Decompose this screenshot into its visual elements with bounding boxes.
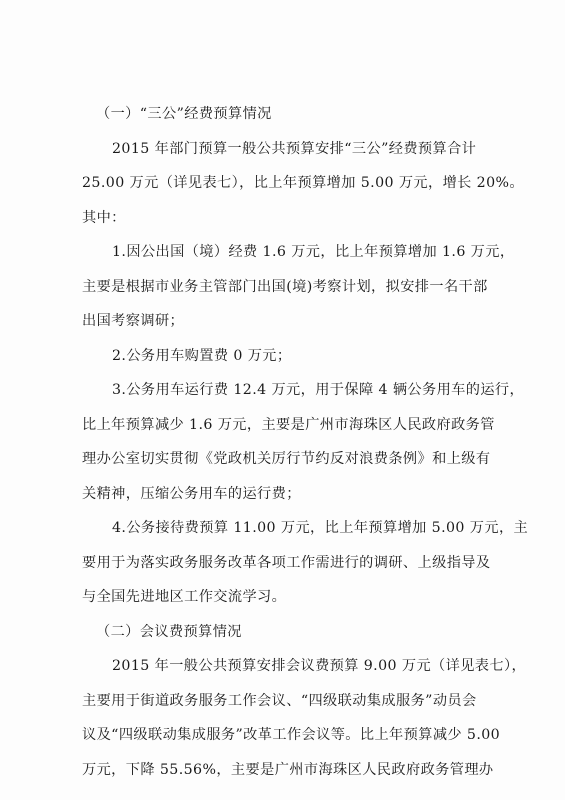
paragraph-line: 万元，下降 55.56%，主要是广州市海珠区人民政府政务管理办: [82, 762, 494, 778]
paragraph-line: 出国考察调研；: [82, 313, 185, 329]
paragraph-line: 关精神，压缩公务用车的运行费；: [82, 486, 301, 502]
paragraph-line: 议及“四级联动集成服务”改革工作会议等。比上年预算减少 5.00: [82, 727, 501, 743]
paragraph-line: 2.公务用车购置费 0 万元；: [112, 348, 292, 364]
section-heading-meeting: （二）会议费预算情况: [96, 624, 242, 640]
paragraph-line: 比上年预算减少 1.6 万元，主要是广州市海珠区人民政府政务管: [82, 417, 495, 433]
paragraph-line: 25.00 万元（详见表七），比上年预算增加 5.00 万元，增长 20%。: [82, 175, 525, 191]
paragraph-line: 3.公务用车运行费 12.4 万元，用于保障 4 辆公务用车的运行，: [112, 382, 525, 398]
paragraph-line: 理办公室切实贯彻《党政机关厉行节约反对浪费条例》和上级有: [82, 451, 491, 467]
paragraph-line: 其中：: [82, 210, 126, 226]
paragraph-line: 与全国先进地区工作交流学习。: [82, 589, 287, 605]
paragraph-line: 要用于为落实政务服务改革各项工作需进行的调研、上级指导及: [82, 555, 491, 571]
paragraph-line: 4.公务接待费预算 11.00 万元，比上年预算增加 5.00 万元，主: [112, 520, 529, 536]
paragraph-line: 主要用于街道政务服务工作会议、“四级联动集成服务”动员会: [82, 693, 477, 709]
paragraph-line: 2015 年一般公共预算安排会议费预算 9.00 万元（详见表七），: [112, 658, 527, 674]
paragraph-line: 主要是根据市业务主管部门出国(境)考察计划，拟安排一名干部: [82, 279, 488, 295]
paragraph-line: 1.因公出国（境）经费 1.6 万元，比上年预算增加 1.6 万元，: [112, 244, 515, 260]
paragraph-line: 2015 年部门预算一般公共预算安排“三公”经费预算合计: [112, 141, 477, 157]
section-heading-three-public: （一）“三公”经费预算情况: [96, 106, 272, 122]
